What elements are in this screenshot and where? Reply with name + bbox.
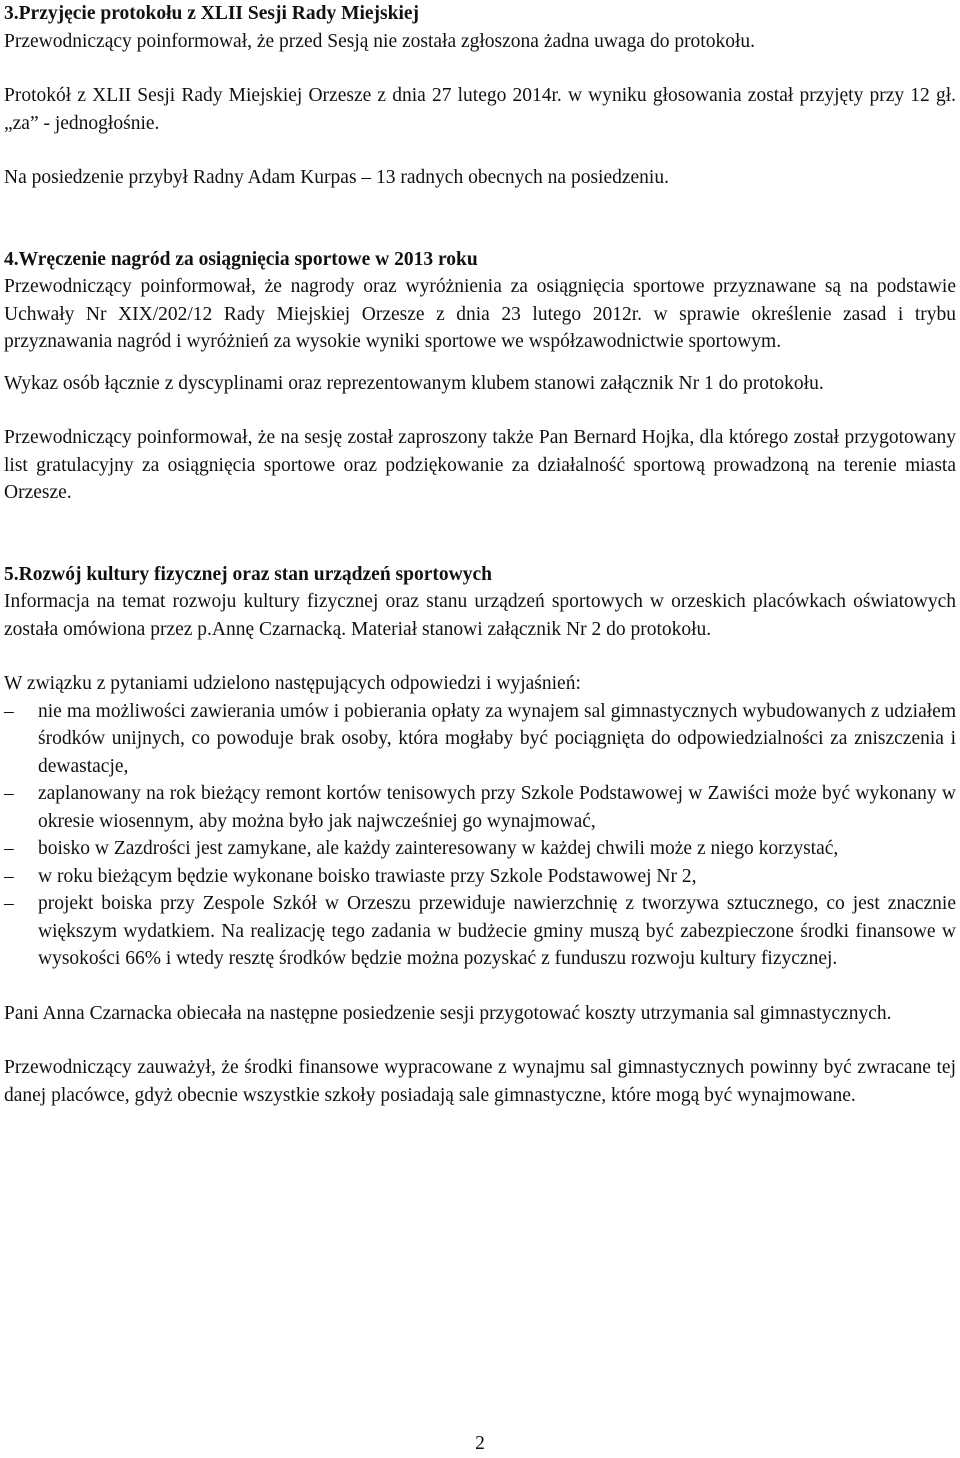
section-3-heading: 3.Przyjęcie protokołu z XLII Sesji Rady Miejskiej [4,3,420,24]
list-item: – w roku bieżącym będzie wykonane boisko trawiaste przy Szkole Podstawowej Nr 2, [4,863,956,891]
section-5-heading: 5.Rozwój kultury fizycznej oraz stan urządzeń sportowych [4,563,492,585]
section-5-paragraph-3: Pani Anna Czarnacka obiecała na następne posiedzenie sesji przygotować koszty utrzymania sal gimnastycznych. [4,1002,892,1024]
section-5-paragraph-1: Informacja na temat rozwoju kultury fizycznej oraz stanu urządzeń sportowych w orzeskich placówkach oświatowych została omówiona przez p.Annę Czarnacką. Materiał stanowi załącznik Nr 2 do protokołu. [4,591,956,640]
section-4-paragraph-1: Przewodniczący poinformował, że nagrody oraz wyróżnienia za osiągnięcia sportowe przyznawane są na podstawie Uchwały Nr XIX/202/12 Rady Miejskiej Orzesze z dnia 23 lutego 2012r. w sprawie określenie zasad i trybu przyznawania nagród i wyróżnień za wysokie wyniki sportowe we współzawodnictwie sportowym. [4,276,956,352]
dash-bullet: – [4,865,14,887]
section-3-paragraph-3: Na posiedzenie przybył Radny Adam Kurpas – 13 radnych obecnych na posiedzeniu. [4,167,669,188]
list-item: – boisko w Zazdrości jest zamykane, ale każdy zainteresowany w każdej chwili może z niego korzystać, [4,835,956,863]
list-item: – projekt boiska przy Zespole Szkół w Orzeszu przewiduje nawierzchnię z tworzywa sztucznego, co jest znacznie większym wydatkiem. Na realizację tego zadania w budżecie gminy muszą być zabezpieczone środki finansowe w wysokości 66% i wtedy resztę środków będzie można pozyskać z funduszu rozwoju kultury fizycznej. [4,890,956,973]
list-item: – zaplanowany na rok bieżący remont kortów tenisowych przy Szkole Podstawowej w Zawiści może być wykonany w okresie wiosennym, aby można było jak najwcześniej go wynajmować, [4,780,956,835]
dash-bullet: – [4,893,14,914]
dash-bullet: – [4,783,14,804]
document-page [4,0,956,1109]
section-5-paragraph-2: W związku z pytaniami udzielono następujących odpowiedzi i wyjaśnień: [4,673,581,694]
dash-bullet: – [4,838,14,859]
section-4-heading: 4.Wręczenie nagród za osiągnięcia sportowe w 2013 roku [4,248,478,270]
section-3-paragraph-2: Protokół z XLII Sesji Rady Miejskiej Orzesze z dnia 27 lutego 2014r. w wyniku głosowania został przyjęty przy 12 gł. „za” - jednogłośnie. [4,85,956,134]
list-item: – nie ma możliwości zawierania umów i pobierania opłaty za wynajem sal gimnastycznych wybudowanych z udziałem środków unijnych, co powoduje brak osoby, która mogłaby być pociągnięta do odpowiedzialności za zniszczenia i dewastacje, [4,698,956,781]
section-5-paragraph-4: Przewodniczący zauważył, że środki finansowe wypracowane z wynajmu sal gimnastycznych powinny być zwracane tej danej placówce, gdyż obecnie wszystkie szkoły posiadają sale gimnastyczne, które mogą być wynajmowane. [4,1057,956,1106]
section-4-paragraph-2: Wykaz osób łącznie z dyscyplinami oraz reprezentowanym klubem stanowi załącznik Nr 1 do protokołu. [4,372,824,394]
section-4-paragraph-3: Przewodniczący poinformował, że na sesję został zaproszony także Pan Bernard Hojka, dla którego został przygotowany list gratulacyjny za osiągnięcia sportowe oraz podziękowanie za działalność sportową prowadzoną na terenie miasta Orzesze. [4,427,956,503]
section-3-paragraph-1: Przewodniczący poinformował, że przed Sesją nie została zgłoszona żadna uwaga do protokołu. [4,30,756,52]
answers-list [4,698,956,973]
dash-bullet: – [4,700,14,722]
page-number: 2 [475,1433,485,1454]
